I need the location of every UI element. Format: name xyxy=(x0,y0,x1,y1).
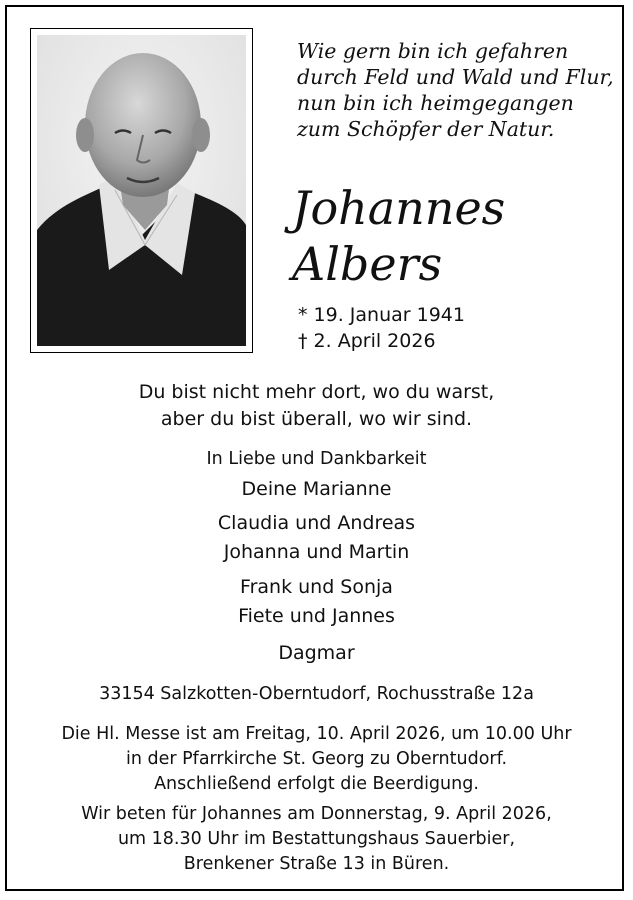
service-info-line: Die Hl. Messe ist am Freitag, 10. April 2026, um 10.00 Uhr xyxy=(61,724,572,744)
poem xyxy=(297,38,617,142)
first-name: Johannes xyxy=(292,181,506,235)
poem-line: nun bin ich heimgegangen xyxy=(297,91,574,115)
address: 33154 Salzkotten-Oberntudorf, Rochusstraße 12a xyxy=(99,684,534,704)
mourner-name: Claudia und Andreas xyxy=(217,512,416,534)
quote-line: Du bist nicht mehr dort, wo du warst, xyxy=(138,381,495,403)
service-info-line: in der Pfarrkirche St. Georg zu Oberntudorf. xyxy=(125,749,508,769)
birth-date: * 19. Januar 1941 xyxy=(298,304,465,326)
mourner-name: Dagmar xyxy=(278,642,355,664)
mourner-name: Fiete und Jannes xyxy=(238,605,395,627)
service-info-line: Anschließend erfolgt die Beerdigung. xyxy=(154,774,479,794)
prayer-info-line: Brenkener Straße 13 in Büren. xyxy=(183,854,450,874)
mourner-name: Deine Marianne xyxy=(241,478,392,500)
prayer-info-line: Wir beten für Johannes am Donnerstag, 9. April 2026, xyxy=(81,804,552,824)
life-dates xyxy=(298,302,598,354)
poem-line: durch Feld und Wald und Flur, xyxy=(297,65,614,89)
mourner-name: Johanna und Martin xyxy=(223,541,410,563)
poem-line: Wie gern bin ich gefahren xyxy=(297,39,569,63)
mourners-intro: In Liebe und Dankbarkeit xyxy=(206,449,427,469)
prayer-info-line: um 18.30 Uhr im Bestattungshaus Sauerbier, xyxy=(117,829,516,849)
quote-line: aber du bist überall, wo wir sind. xyxy=(160,408,473,430)
portrait-photo-frame xyxy=(30,28,253,353)
portrait-photo xyxy=(37,35,246,346)
last-name: Albers xyxy=(292,237,443,291)
poem-line: zum Schöpfer der Natur. xyxy=(297,117,555,141)
death-date: † 2. April 2026 xyxy=(298,330,436,352)
mourner-name: Frank und Sonja xyxy=(240,576,393,598)
deceased-name xyxy=(292,180,622,292)
